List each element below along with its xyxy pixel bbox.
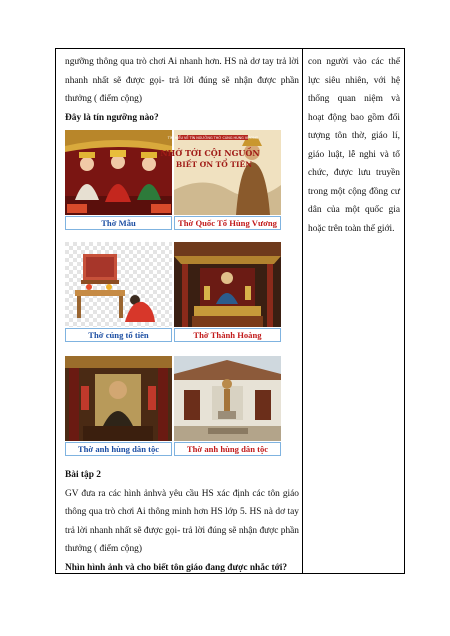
banner-line-2: BIẾT ƠN TỔ TIÊN [175, 160, 253, 169]
caption-tho-mau: Thờ Mẫu [65, 216, 172, 230]
question-1: Đây là tín ngưỡng nào? [65, 112, 159, 123]
right-column [308, 53, 400, 238]
left-column [65, 53, 299, 577]
caption-anh-hung-2: Thờ anh hùng dân tộc [174, 442, 281, 456]
banner-small-text: TÌM HIỂU VỀ TÍN NGƯỠNG THỜ CÚNG HÙNG VƯƠNG [167, 136, 259, 140]
caption-anh-hung-1: Thờ anh hùng dân tộc [65, 442, 172, 456]
anh-hung-1-image [65, 356, 172, 441]
anh-hung-2-image [174, 356, 281, 441]
lesson-table [55, 48, 405, 574]
to-tien-image [65, 242, 172, 327]
question-2: Nhìn hình ảnh và cho biết tôn giáo đang được nhắc tới? [65, 562, 288, 573]
exercise-title: Bài tập 2 [65, 470, 101, 480]
intro-text: ngưỡng thông qua trò chơi Ai nhanh hơn. HS nà dơ tay trả lời nhanh nhất sẽ được gọi- trả lời đúng sẽ nhận được phần thưởng ( điểm cộng) [65, 57, 299, 104]
column-divider [302, 49, 303, 573]
thanh-hoang-image [174, 242, 281, 327]
caption-thanh-hoang: Thờ Thành Hoàng [174, 328, 281, 342]
caption-hung-vuong: Thờ Quốc Tổ Hùng Vương [174, 216, 281, 230]
caption-to-tien: Thờ cúng tổ tiên [65, 328, 172, 342]
banner-line-1: NHỚ TỚI CỘI NGUỒN [160, 148, 260, 158]
hung-vuong-image [160, 130, 281, 215]
religion-definition-text: con người vào các thế lực siêu nhiên, với hệ thống quan niệm và hoạt động bao gồm đối tượng tôn thờ, giáo lí, giáo luật, lễ nghi và tổ chức, được lưu truyền trong một cộng đồng cư dân của một quốc gia hoặc trên toàn thế giới. [308, 57, 400, 234]
image-grid [65, 130, 299, 466]
exercise-text: GV đưa ra các hình ảnhvà yêu cầu HS xác định các tôn giáo thông qua trò chơi Ai thông minh hơn HS lớp 5. HS nà dơ tay trả lời nhanh nhất sẽ được gọi- trả lời đúng sẽ nhận được phần thưởng ( điểm cộng) [65, 488, 299, 554]
tho-mau-image [65, 130, 172, 215]
